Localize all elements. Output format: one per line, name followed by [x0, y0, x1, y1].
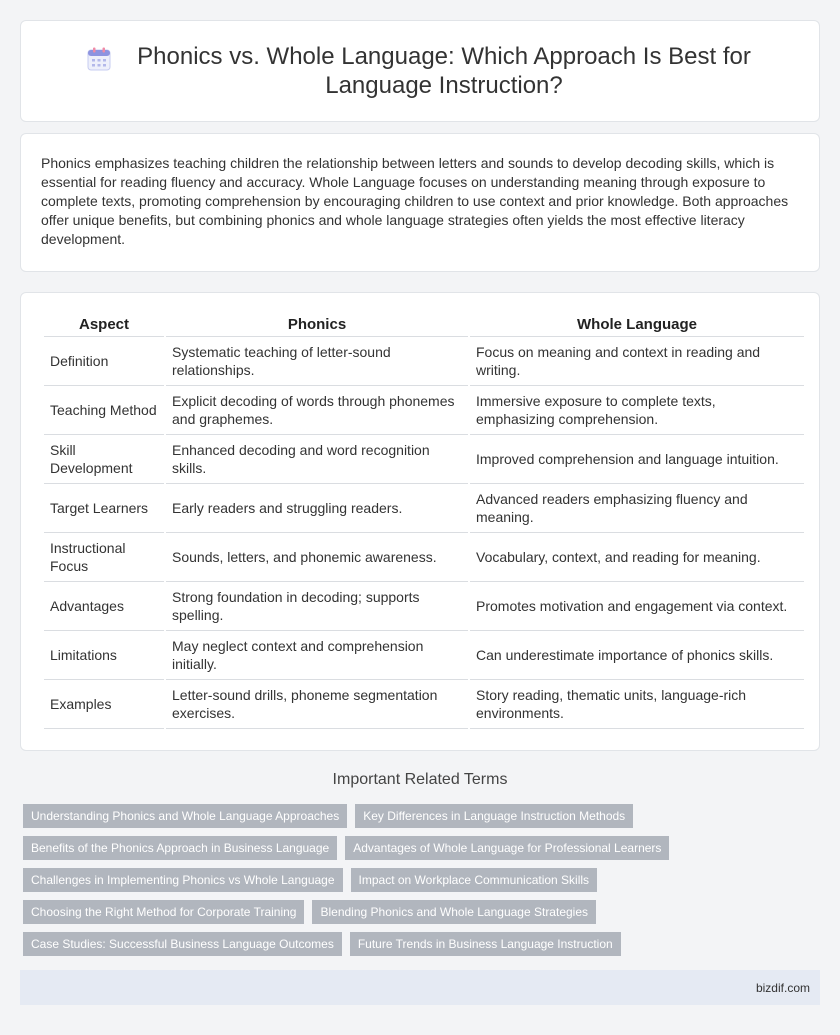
tag-row — [23, 868, 823, 892]
comparison-table — [42, 311, 806, 729]
title-card — [20, 20, 820, 122]
whole-language-cell: Promotes motivation and engagement via context. — [470, 582, 804, 631]
column-header-aspect: Aspect — [44, 311, 164, 337]
calendar-icon — [86, 46, 112, 72]
related-term-tag[interactable]: Blending Phonics and Whole Language Strategies — [312, 900, 596, 924]
whole-language-cell: Focus on meaning and context in reading and writing. — [470, 337, 804, 386]
aspect-cell: Instructional Focus — [44, 533, 164, 582]
table-row — [44, 435, 804, 484]
tag-row — [23, 836, 823, 860]
whole-language-cell: Immersive exposure to complete texts, emphasizing comprehension. — [470, 386, 804, 435]
whole-language-cell: Improved comprehension and language intuition. — [470, 435, 804, 484]
phonics-cell: Strong foundation in decoding; supports spelling. — [166, 582, 468, 631]
table-row — [44, 533, 804, 582]
tag-row — [23, 932, 823, 956]
aspect-cell: Examples — [44, 680, 164, 729]
related-term-tag[interactable]: Understanding Phonics and Whole Language Approaches — [23, 804, 347, 828]
phonics-cell: Early readers and struggling readers. — [166, 484, 468, 533]
related-term-tag[interactable]: Impact on Workplace Communication Skills — [351, 868, 598, 892]
phonics-cell: Explicit decoding of words through phonemes and graphemes. — [166, 386, 468, 435]
tag-row — [23, 804, 823, 828]
aspect-cell: Advantages — [44, 582, 164, 631]
footer — [20, 970, 820, 1005]
related-term-tag[interactable]: Future Trends in Business Language Instruction — [350, 932, 621, 956]
related-term-tag[interactable]: Advantages of Whole Language for Professional Learners — [345, 836, 669, 860]
table-row — [44, 582, 804, 631]
whole-language-cell: Advanced readers emphasizing fluency and meaning. — [470, 484, 804, 533]
table-header-row — [44, 311, 804, 337]
phonics-cell: Systematic teaching of letter-sound relationships. — [166, 337, 468, 386]
aspect-cell: Skill Development — [44, 435, 164, 484]
column-header-whole-language: Whole Language — [470, 311, 804, 337]
related-term-tag[interactable]: Challenges in Implementing Phonics vs Whole Language — [23, 868, 343, 892]
intro-card — [20, 133, 820, 272]
phonics-cell: Enhanced decoding and word recognition skills. — [166, 435, 468, 484]
comparison-table-card — [20, 292, 820, 751]
table-row — [44, 386, 804, 435]
whole-language-cell: Story reading, thematic units, language-rich environments. — [470, 680, 804, 729]
tag-row — [23, 900, 823, 924]
site-link[interactable]: bizdif.com — [755, 980, 810, 995]
column-header-phonics: Phonics — [166, 311, 468, 337]
table-row — [44, 680, 804, 729]
related-term-tag[interactable]: Case Studies: Successful Business Language Outcomes — [23, 932, 342, 956]
phonics-cell: Sounds, letters, and phonemic awareness. — [166, 533, 468, 582]
title-wrap — [70, 42, 770, 100]
related-term-tag[interactable]: Key Differences in Language Instruction Methods — [355, 804, 633, 828]
page-title: Phonics vs. Whole Language: Which Approach Is Best for Language Instruction? — [137, 43, 751, 99]
related-term-tag[interactable]: Choosing the Right Method for Corporate Training — [23, 900, 304, 924]
aspect-cell: Target Learners — [44, 484, 164, 533]
related-terms-list — [23, 804, 823, 964]
phonics-cell: May neglect context and comprehension initially. — [166, 631, 468, 680]
related-terms-title: Important Related Terms — [332, 771, 508, 788]
related-term-tag[interactable]: Benefits of the Phonics Approach in Business Language — [23, 836, 337, 860]
aspect-cell: Limitations — [44, 631, 164, 680]
table-row — [44, 631, 804, 680]
table-row — [44, 337, 804, 386]
table-row — [44, 484, 804, 533]
whole-language-cell: Vocabulary, context, and reading for meaning. — [470, 533, 804, 582]
aspect-cell: Definition — [44, 337, 164, 386]
aspect-cell: Teaching Method — [44, 386, 164, 435]
whole-language-cell: Can underestimate importance of phonics skills. — [470, 631, 804, 680]
phonics-cell: Letter-sound drills, phoneme segmentation exercises. — [166, 680, 468, 729]
intro-paragraph: Phonics emphasizes teaching children the relationship between letters and sounds to develop decoding skills, which is essential for reading fluency and accuracy. Whole Language focuses on understanding meaning through exposure to complete texts, promoting comprehension by encouraging children to use context and prior knowledge. Both approaches offer unique benefits, but combining phonics and whole language strategies often yields the most effective literacy development. — [41, 155, 789, 247]
